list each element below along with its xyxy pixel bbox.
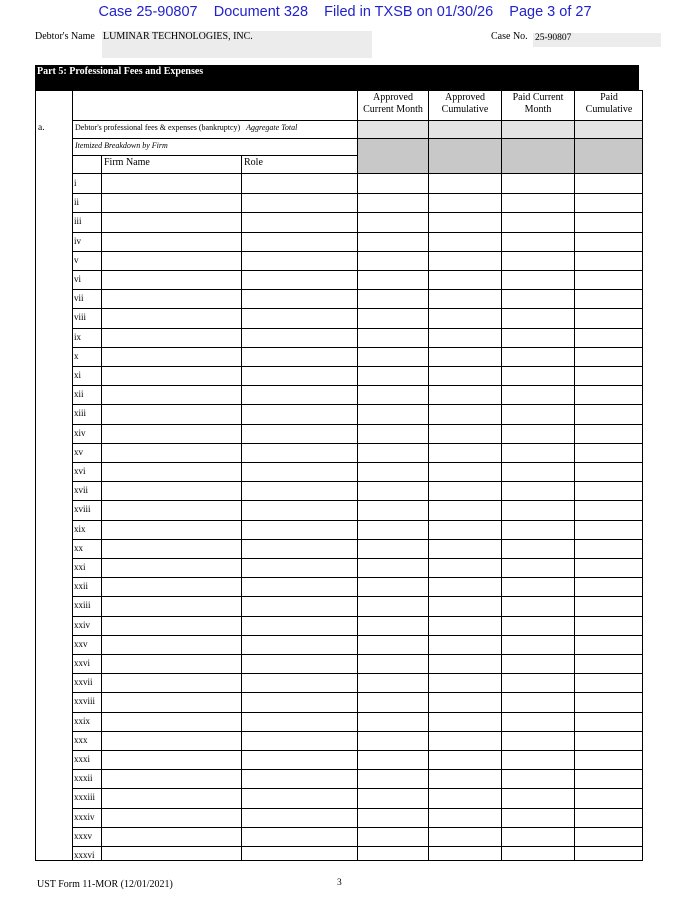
row-label: xxiv [74,620,91,630]
row-label: xxxiv [74,812,95,822]
debtor-name-label: Debtor's Name [35,31,95,42]
col-approved-cumulative: Approved Cumulative [441,92,489,115]
professional-fees-table [35,90,643,861]
row-label: xxxvi [74,850,95,860]
firm-name-header: Firm Name [104,157,150,168]
row-label: xxxv [74,831,92,841]
row-a-letter: a. [38,123,45,133]
case-number-field[interactable]: 25-90807 [533,33,661,47]
row-label: xxix [74,716,91,726]
row-label: iv [74,236,82,246]
row-label: xi [74,370,82,380]
court-filing-header: Case 25-90807 Document 328 Filed in TXSB on 01/30/26 Page 3 of 27 [98,4,592,20]
aggregate-total-label: Aggregate Total [246,123,298,132]
row-label: xiv [74,428,86,438]
row-label: xiii [74,408,87,418]
debtor-name-field[interactable]: LUMINAR TECHNOLOGIES, INC. [102,31,372,58]
row-label: viii [74,312,87,322]
col-approved-current-month: Approved Current Month [363,92,423,115]
row-label: xxxii [74,773,93,783]
row-label: x [74,351,79,361]
row-label: vii [74,293,84,303]
row-label: xx [74,543,83,553]
row-a-description: Debtor's professional fees & expenses (bankruptcy) Aggregate Total [75,123,298,132]
row-label: xxii [74,581,89,591]
row-label: xvii [74,485,89,495]
row-label: xxx [74,735,88,745]
row-label: xxi [74,562,86,572]
form-footer: UST Form 11-MOR (12/01/2021) [37,879,173,890]
row-label: xix [74,524,86,534]
row-label: xxxi [74,754,91,764]
page-number: 3 [337,878,342,888]
row-label: iii [74,216,82,226]
row-label: xviii [74,504,91,514]
row-label: xxvi [74,658,91,668]
row-label: i [74,178,77,188]
row-label: ix [74,332,82,342]
row-label: xxxiii [74,792,96,802]
col-paid-cumulative: Paid Cumulative [585,92,633,115]
itemized-shaded-area [358,139,642,173]
row-label: xvi [74,466,86,476]
row-label: ii [74,197,80,207]
row-label: xxv [74,639,88,649]
aggregate-total-cells[interactable] [358,121,642,138]
part-5-title-bar [35,65,639,90]
row-label: xv [74,447,83,457]
row-label: xxvii [74,677,93,687]
row-label: vi [74,274,82,284]
part-5-title: Part 5: Professional Fees and Expenses [37,66,204,77]
case-number-label: Case No. [491,31,528,42]
col-paid-current-month: Paid Current Month [512,92,564,115]
itemized-breakdown-label: Itemized Breakdown by Firm [75,141,168,150]
row-label: xii [74,389,84,399]
role-header: Role [244,157,263,168]
row-label: xxviii [74,696,96,706]
row-label: v [74,255,79,265]
row-label: xxiii [74,600,91,610]
